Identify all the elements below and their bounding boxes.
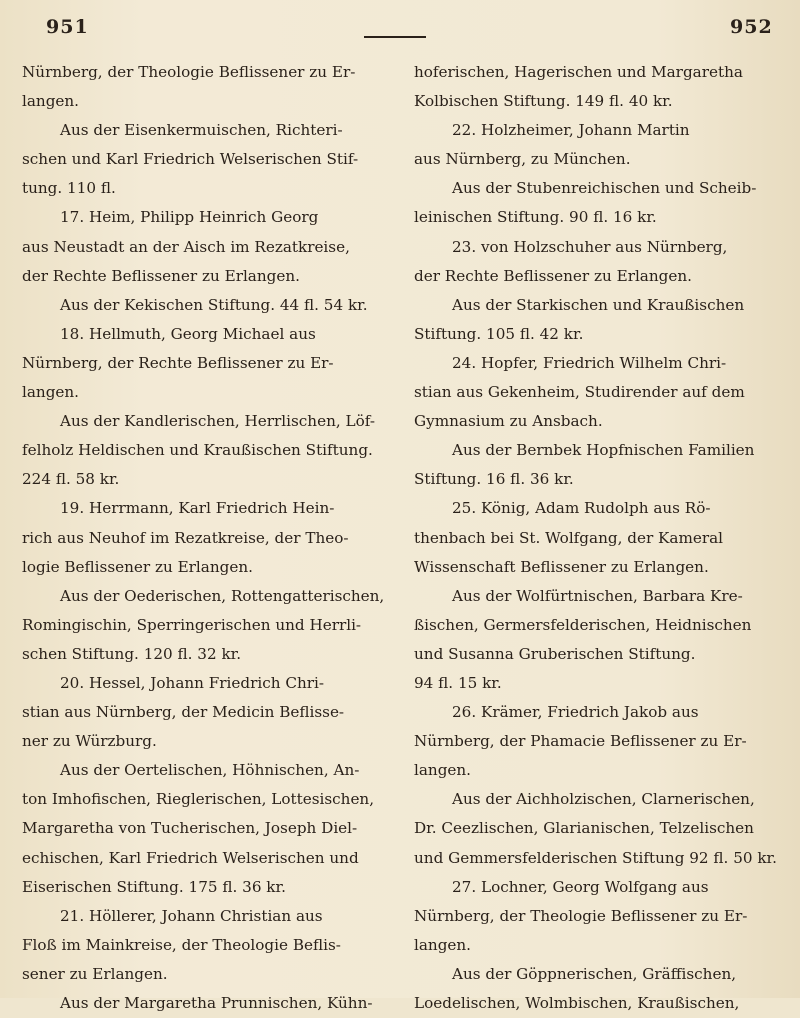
- text-line: langen.: [22, 92, 80, 111]
- text-line: Margaretha von Tucherischen, Joseph Diel-: [22, 819, 358, 838]
- text-line: Romingischin, Sperringerischen und Herrli-: [22, 615, 362, 634]
- text-line: Aus der Bernbek Hopfnischen Familien: [452, 441, 755, 460]
- text-line: stian aus Nürnberg, der Medicin Beflisse-: [22, 703, 345, 722]
- text-line: Aus der Kandlerischen, Herrlischen, Löf-: [60, 412, 375, 431]
- text-line: 94 fl. 15 kr.: [414, 673, 502, 692]
- text-line: 224 fl. 58 kr.: [22, 470, 120, 489]
- text-line: felholz Heldischen und Kraußischen Stiftung.: [22, 441, 373, 460]
- text-line: rich aus Neuhof im Rezatkreise, der Theo-: [22, 528, 349, 547]
- text-line: 25. König, Adam Rudolph aus Rö-: [452, 499, 711, 518]
- text-line: 20. Hessel, Johann Friedrich Chri-: [60, 673, 325, 692]
- text-line: ßischen, Germersfelderischen, Heidnischen: [414, 615, 752, 634]
- text-line: thenbach bei St. Wolfgang, der Kameral: [414, 528, 723, 547]
- text-line: Nürnberg, der Theologie Beflissener zu Er-: [414, 906, 748, 925]
- text-line: Aus der Oertelischen, Höhnischen, An-: [60, 761, 360, 780]
- text-line: und Gemmersfelderischen Stiftung 92 fl. 50 kr.: [414, 848, 777, 867]
- text-line: Floß im Mainkreise, der Theologie Beflis-: [22, 935, 341, 954]
- text-line: Wissenschaft Beflissener zu Erlangen.: [414, 557, 709, 576]
- text-line: Nürnberg, der Rechte Beflissener zu Er-: [22, 353, 334, 372]
- text-line: 23. von Holzschuher aus Nürnberg,: [452, 237, 728, 256]
- text-line: Nürnberg, der Theologie Beflissener zu Er-: [22, 63, 356, 81]
- text-line: Aus der Wolfürtnischen, Barbara Kre-: [452, 586, 743, 605]
- text-line: schen und Karl Friedrich Welserischen Stif-: [22, 150, 359, 169]
- right-text-column: [414, 58, 782, 1018]
- text-line: echischen, Karl Friedrich Welserischen und: [22, 848, 359, 867]
- text-line: Gymnasium zu Ansbach.: [414, 412, 603, 431]
- text-line: Nürnberg, der Phamacie Beflissener zu Er-: [414, 732, 747, 751]
- text-line: 18. Hellmuth, Georg Michael aus: [60, 324, 316, 343]
- text-line: langen.: [414, 761, 472, 780]
- left-page-number: 951: [46, 16, 89, 38]
- text-line: sener zu Erlangen.: [22, 964, 168, 983]
- text-line: stian aus Gekenheim, Studirender auf dem: [414, 383, 745, 402]
- right-page-number: 952: [730, 16, 773, 38]
- header-rule: [364, 36, 426, 38]
- text-line: Aus der Starkischen und Kraußischen: [452, 295, 745, 314]
- text-line: 27. Lochner, Georg Wolfgang aus: [452, 877, 709, 896]
- text-line: ner zu Würzburg.: [22, 732, 157, 751]
- text-line: Aus der Margaretha Prunnischen, Kühn-: [60, 994, 373, 1012]
- text-line: und Susanna Gruberischen Stiftung.: [414, 644, 696, 663]
- text-line: Eiserischen Stiftung. 175 fl. 36 kr.: [22, 877, 286, 896]
- text-line: Aus der Stubenreichischen und Scheib-: [452, 179, 757, 198]
- text-line: aus Nürnberg, zu München.: [414, 150, 631, 169]
- text-line: Aus der Aichholzischen, Clarnerischen,: [452, 790, 755, 809]
- text-line: ton Imhofischen, Rieglerischen, Lottesischen,: [22, 790, 375, 809]
- text-line: der Rechte Beflissener zu Erlangen.: [414, 266, 692, 285]
- text-line: 24. Hopfer, Friedrich Wilhelm Chri-: [452, 353, 727, 372]
- text-line: 22. Holzheimer, Johann Martin: [452, 121, 690, 140]
- text-line: logie Beflissener zu Erlangen.: [22, 557, 253, 576]
- text-line: Loedelischen, Wolmbischen, Kraußischen,: [414, 994, 740, 1012]
- text-line: Dr. Ceezlischen, Glarianischen, Telzelischen: [414, 819, 754, 838]
- text-line: schen Stiftung. 120 fl. 32 kr.: [22, 644, 242, 663]
- text-line: Aus der Kekischen Stiftung. 44 fl. 54 kr.: [60, 295, 368, 314]
- text-line: 21. Höllerer, Johann Christian aus: [60, 906, 323, 925]
- text-line: Aus der Göppnerischen, Gräffischen,: [452, 964, 737, 983]
- text-line: langen.: [414, 935, 472, 954]
- text-line: Stiftung. 105 fl. 42 kr.: [414, 324, 584, 343]
- left-text-column: [22, 58, 392, 1018]
- text-line: 17. Heim, Philipp Heinrich Georg: [60, 208, 319, 227]
- text-line: der Rechte Beflissener zu Erlangen.: [22, 266, 300, 285]
- text-line: 19. Herrmann, Karl Friedrich Hein-: [60, 499, 335, 518]
- text-line: Stiftung. 16 fl. 36 kr.: [414, 470, 574, 489]
- text-line: tung. 110 fl.: [22, 179, 116, 198]
- text-line: langen.: [22, 383, 80, 402]
- text-line: Aus der Eisenkermuischen, Richteri-: [60, 121, 343, 140]
- text-line: Kolbischen Stiftung. 149 fl. 40 kr.: [414, 92, 673, 111]
- text-line: 26. Krämer, Friedrich Jakob aus: [452, 703, 699, 722]
- text-line: leinischen Stiftung. 90 fl. 16 kr.: [414, 208, 657, 227]
- text-line: aus Neustadt an der Aisch im Rezatkreise,: [22, 237, 350, 256]
- text-line: hoferischen, Hagerischen und Margaretha: [414, 63, 743, 81]
- text-line: Aus der Oederischen, Rottengatterischen,: [60, 586, 385, 605]
